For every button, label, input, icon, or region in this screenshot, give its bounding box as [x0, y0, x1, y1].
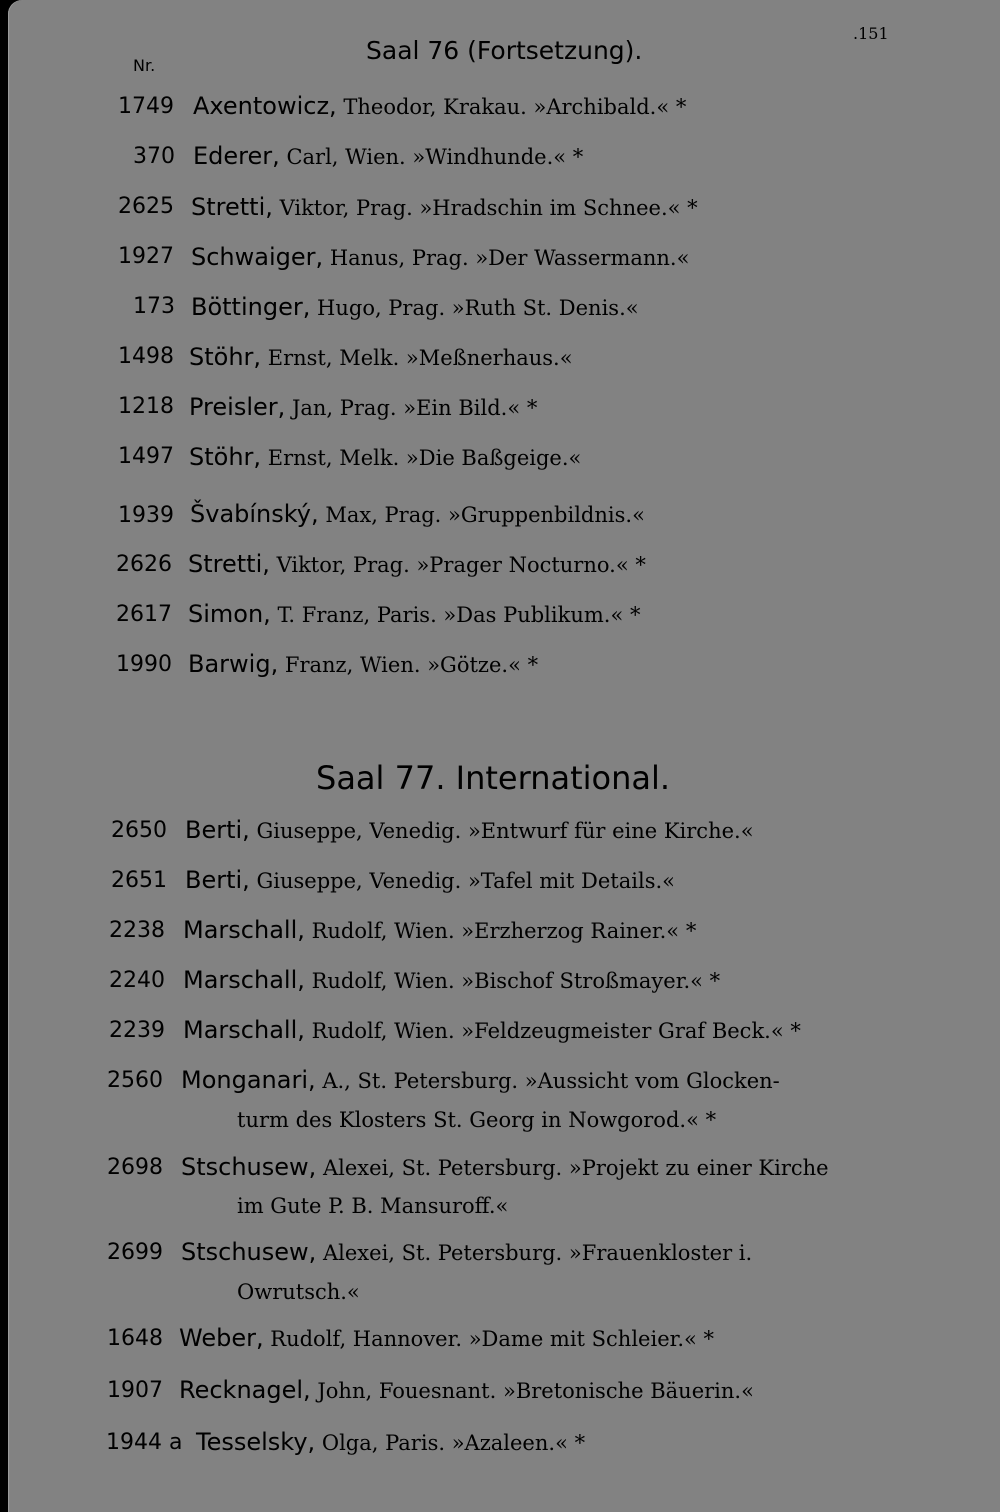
catalogue-entry [191, 293, 639, 321]
entry-number: 2698 [107, 1155, 163, 1180]
catalogue-entry [191, 243, 689, 271]
entry-details: Alexei, St. Petersburg. »Frauenkloster i. [322, 1241, 753, 1265]
catalogue-entry [188, 600, 640, 628]
entry-number: 1944 a [106, 1430, 183, 1455]
artist-name: Recknagel, [179, 1376, 311, 1404]
entry-number: 1497 [118, 444, 174, 469]
catalogue-entry [188, 550, 646, 578]
entry-details: John, Fouesnant. »Bretonische Bäuerin.« [317, 1379, 754, 1403]
artist-name: Preisler, [189, 393, 286, 421]
catalogue-entry [190, 500, 645, 528]
catalogue-entry [183, 916, 696, 944]
artist-name: Stretti, [191, 193, 273, 221]
artist-name: Barwig, [188, 650, 279, 678]
entry-details: Rudolf, Wien. »Feldzeugmeister Graf Beck.« * [311, 1019, 801, 1043]
entry-number: 2651 [111, 868, 167, 893]
catalogue-entry [181, 1238, 752, 1266]
entry-details: Rudolf, Hannover. »Dame mit Schleier.« * [270, 1327, 715, 1351]
artist-name: Monganari, [181, 1066, 316, 1094]
catalogue-entry [181, 1066, 780, 1094]
catalogue-entry [189, 343, 573, 371]
artist-name: Stschusew, [181, 1153, 317, 1181]
catalogue-entry [185, 816, 754, 844]
catalogue-entry [193, 92, 686, 120]
catalogue-entry [191, 193, 698, 221]
artist-name: Marschall, [183, 966, 305, 994]
entry-details: Hugo, Prag. »Ruth St. Denis.« [317, 296, 639, 320]
artist-name: Stretti, [188, 550, 270, 578]
entry-details: T. Franz, Paris. »Das Publikum.« * [277, 603, 641, 627]
entry-number: 2239 [109, 1018, 165, 1043]
entry-details: Viktor, Prag. »Prager Nocturno.« * [276, 553, 646, 577]
catalogue-entry [179, 1324, 714, 1352]
catalogue-entry [188, 650, 538, 678]
catalogue-entry [196, 1428, 585, 1456]
entry-number: 1218 [118, 394, 174, 419]
entry-details: Olga, Paris. »Azaleen.« * [321, 1431, 586, 1455]
entry-details: A., St. Petersburg. »Aussicht vom Glocken- [322, 1069, 780, 1093]
entry-number: 2560 [107, 1068, 163, 1093]
entry-details: Giuseppe, Venedig. »Tafel mit Details.« [256, 869, 675, 893]
artist-name: Marschall, [183, 1016, 305, 1044]
entry-number: 1907 [107, 1378, 163, 1403]
entry-number: 2625 [118, 194, 174, 219]
artist-name: Berti, [185, 866, 250, 894]
entry-number: 1939 [118, 503, 174, 528]
entry-continuation: Owrutsch.« [237, 1280, 360, 1304]
artist-name: Ederer, [193, 142, 280, 170]
column-label-nr: Nr. [133, 56, 156, 75]
entry-continuation: im Gute P. B. Mansuroff.« [237, 1194, 509, 1218]
entry-number: 2650 [111, 818, 167, 843]
entry-number: 370 [133, 144, 175, 169]
entry-number: 1749 [118, 94, 174, 119]
artist-name: Axentowicz, [193, 92, 337, 120]
artist-name: Weber, [179, 1324, 264, 1352]
catalogue-entry [181, 1153, 829, 1181]
entry-number: 2699 [107, 1240, 163, 1265]
entry-number: 2238 [109, 918, 165, 943]
artist-name: Stöhr, [189, 343, 262, 371]
entry-details: Jan, Prag. »Ein Bild.« * [291, 396, 538, 420]
entry-details: Hanus, Prag. »Der Wassermann.« [329, 246, 690, 270]
entry-details: Max, Prag. »Gruppenbildnis.« [325, 503, 645, 527]
artist-name: Švabínský, [190, 500, 319, 528]
entry-details: Rudolf, Wien. »Erzherzog Rainer.« * [311, 919, 697, 943]
entry-details: Rudolf, Wien. »Bischof Stroßmayer.« * [311, 969, 721, 993]
entry-number: 173 [133, 294, 175, 319]
entry-number: 1990 [116, 652, 172, 677]
section-heading: Saal 77. International. [316, 759, 671, 797]
document-page [8, 0, 1000, 1512]
entry-number: 2240 [109, 968, 165, 993]
catalogue-entry [179, 1376, 754, 1404]
catalogue-entry [193, 142, 583, 170]
artist-name: Simon, [188, 600, 271, 628]
catalogue-entry [189, 443, 581, 471]
catalogue-entry [189, 393, 537, 421]
artist-name: Stschusew, [181, 1238, 317, 1266]
artist-name: Stöhr, [189, 443, 262, 471]
catalogue-entry [183, 966, 720, 994]
catalogue-entry [185, 866, 675, 894]
entry-number: 1927 [118, 244, 174, 269]
entry-details: Ernst, Melk. »Die Baßgeige.« [267, 446, 582, 470]
catalogue-entry [183, 1016, 801, 1044]
entry-number: 1648 [107, 1326, 163, 1351]
artist-name: Marschall, [183, 916, 305, 944]
entry-number: 2617 [116, 602, 172, 627]
artist-name: Schwaiger, [191, 243, 324, 271]
entry-details: Viktor, Prag. »Hradschin im Schnee.« * [279, 196, 698, 220]
artist-name: Böttinger, [191, 293, 311, 321]
entry-details: Alexei, St. Petersburg. »Projekt zu einer Kirche [322, 1156, 829, 1180]
entry-continuation: turm des Klosters St. Georg in Nowgorod.« * [237, 1108, 717, 1132]
page-title: Saal 76 (Fortsetzung). [366, 36, 643, 65]
entry-number: 1498 [118, 344, 174, 369]
entry-number: 2626 [116, 552, 172, 577]
entry-details: Giuseppe, Venedig. »Entwurf für eine Kirche.« [256, 819, 754, 843]
entry-details: Ernst, Melk. »Meßnerhaus.« [267, 346, 573, 370]
entry-details: Franz, Wien. »Götze.« * [284, 653, 539, 677]
page-number: .151 [853, 24, 889, 43]
entry-details: Theodor, Krakau. »Archibald.« * [343, 95, 687, 119]
artist-name: Tesselsky, [196, 1428, 316, 1456]
entry-details: Carl, Wien. »Windhunde.« * [286, 145, 584, 169]
artist-name: Berti, [185, 816, 250, 844]
